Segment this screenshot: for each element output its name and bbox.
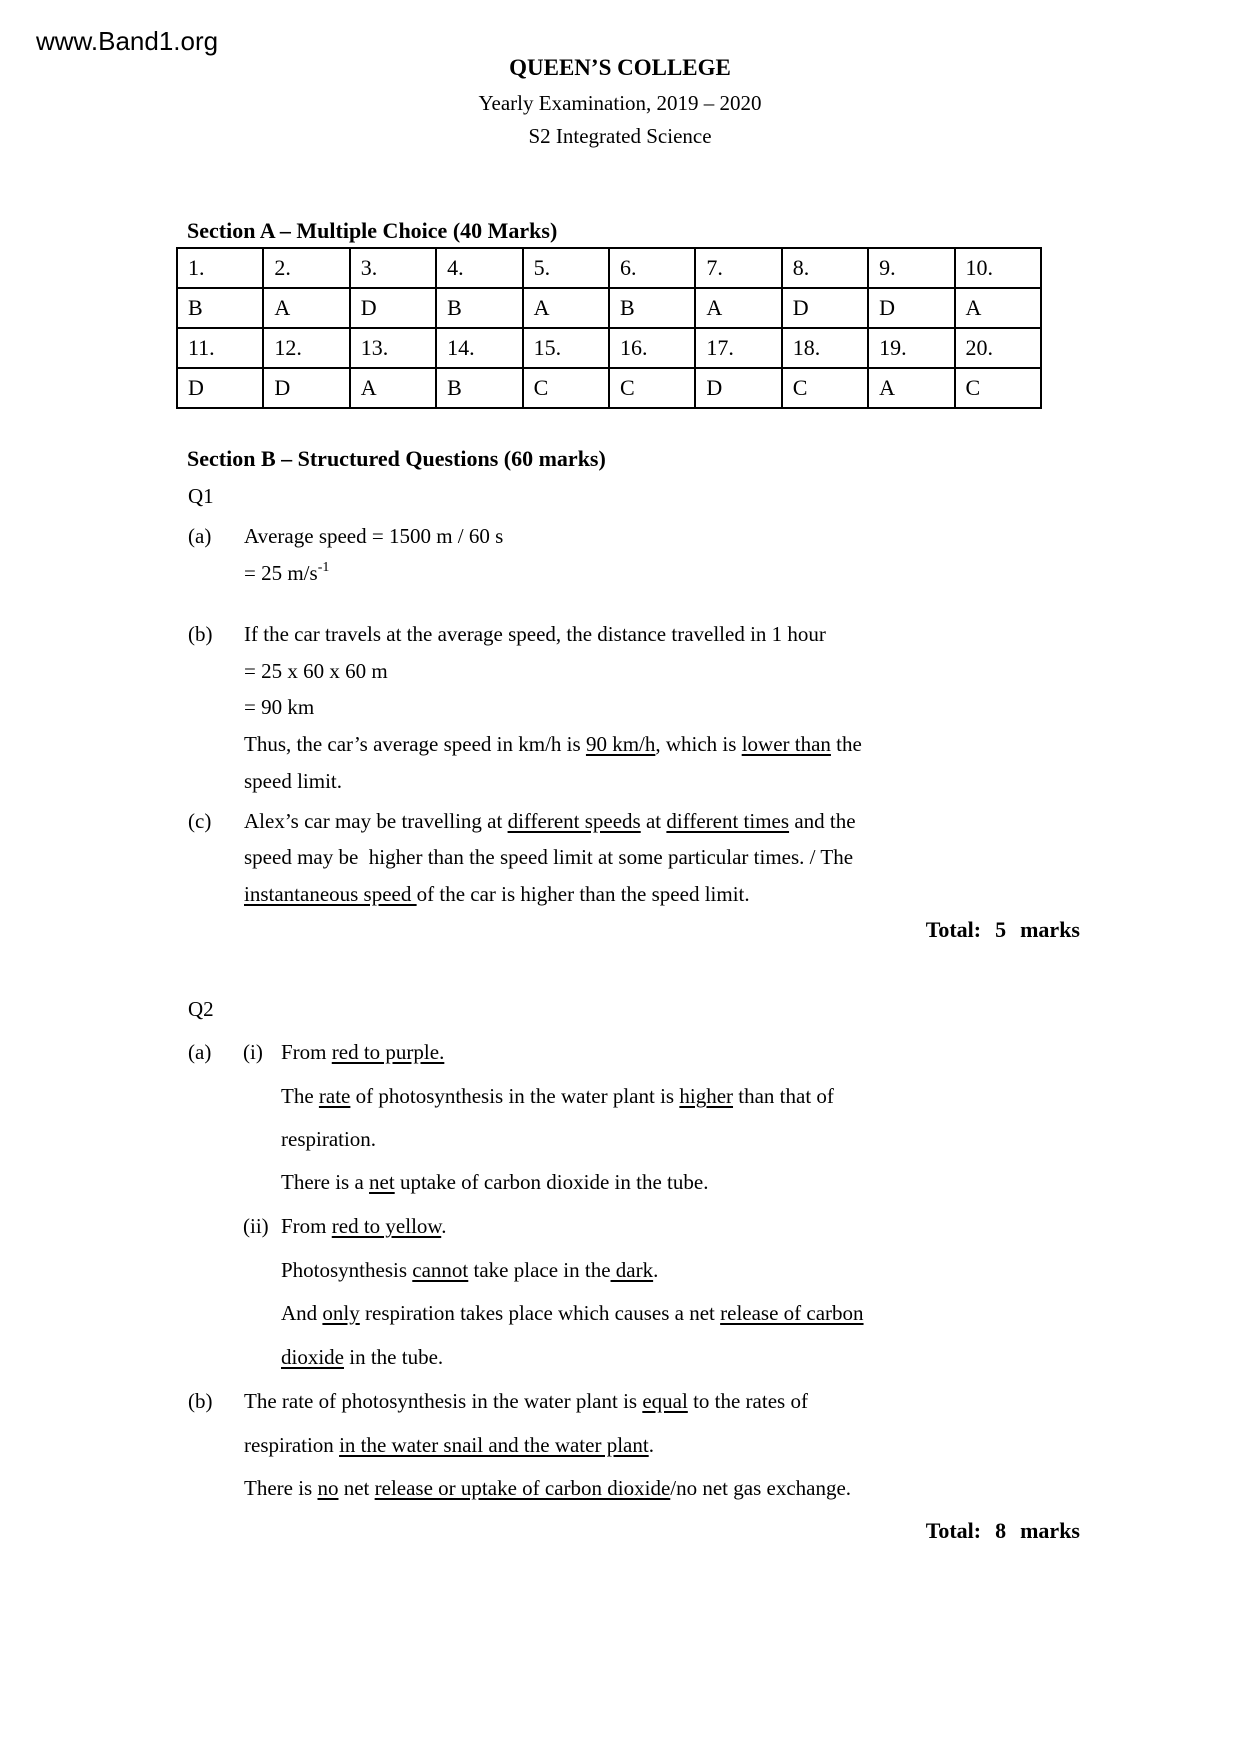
mc-cell: A	[523, 288, 609, 328]
text-segment: Thus, the car’s average speed in km/h is	[244, 732, 586, 756]
q1a-line1: Average speed = 1500 m / 60 s	[244, 524, 504, 548]
mc-cell: 6.	[609, 248, 695, 288]
text-segment: to the rates of	[687, 1389, 808, 1413]
q1b-line3: = 90 km	[244, 695, 315, 719]
mc-cell: 13.	[350, 328, 436, 368]
table-row	[177, 248, 1041, 288]
text-segment: respiration	[244, 1433, 340, 1457]
q1b-label: (b)	[188, 622, 213, 646]
total-value: 5	[995, 917, 1007, 942]
q2aii-line3	[281, 1299, 864, 1327]
q1c-line1	[244, 807, 856, 835]
mc-cell: 17.	[695, 328, 781, 368]
text-segment: higher	[679, 1084, 734, 1108]
q2-total	[926, 1518, 1080, 1544]
text-segment: and the	[789, 809, 856, 833]
mc-cell: A	[955, 288, 1041, 328]
q2ai-label: (i)	[243, 1040, 263, 1064]
q1a-label: (a)	[188, 524, 212, 548]
text-segment: release or uptake of carbon dioxide	[374, 1476, 671, 1500]
text-segment: take place in the	[468, 1258, 611, 1282]
q1b-line4	[244, 730, 862, 758]
text-segment: Photosynthesis	[281, 1258, 413, 1282]
mc-cell: D	[263, 368, 349, 408]
mc-cell: 9.	[868, 248, 954, 288]
mc-cell: A	[695, 288, 781, 328]
mc-cell: B	[436, 288, 522, 328]
text-segment: only	[322, 1301, 360, 1325]
text-segment: cannot	[412, 1258, 469, 1282]
text-segment: 90 km/h	[585, 732, 656, 756]
q1a-line2	[244, 559, 329, 591]
mc-cell: 19.	[868, 328, 954, 368]
text-segment: From	[281, 1040, 332, 1064]
mc-cell: C	[782, 368, 868, 408]
watermark: www.Band1.org	[36, 26, 219, 56]
doc-subtitle-exam: Yearly Examination, 2019 – 2020	[478, 91, 762, 115]
mc-cell: A	[350, 368, 436, 408]
text-segment: dark	[610, 1258, 654, 1282]
q2ai-line1	[281, 1038, 444, 1066]
mc-cell: 18.	[782, 328, 868, 368]
q2ai-line2	[281, 1082, 834, 1110]
q1b-line1: If the car travels at the average speed, the distance travelled in 1 hour	[244, 622, 826, 646]
mc-cell: D	[782, 288, 868, 328]
table-row	[177, 328, 1041, 368]
text-segment: .	[441, 1214, 447, 1238]
text-segment: .	[648, 1433, 654, 1457]
q2aii-line2	[281, 1256, 658, 1284]
mc-answer-table	[176, 247, 1042, 409]
mc-cell: 8.	[782, 248, 868, 288]
mc-cell: D	[177, 368, 263, 408]
q2aii-label: (ii)	[243, 1214, 269, 1238]
mc-cell: 4.	[436, 248, 522, 288]
q1b-line5: speed limit.	[244, 769, 342, 793]
text-segment: net	[369, 1170, 395, 1194]
text-segment: red to purple.	[331, 1040, 445, 1064]
mc-cell: 12.	[263, 328, 349, 368]
mc-cell: 10.	[955, 248, 1041, 288]
mc-cell: 2.	[263, 248, 349, 288]
text-segment: in the tube.	[344, 1345, 444, 1369]
mc-cell: B	[436, 368, 522, 408]
mc-cell: 16.	[609, 328, 695, 368]
mc-cell: 20.	[955, 328, 1041, 368]
text-segment: the	[830, 732, 862, 756]
text-segment: of the car is higher than the speed limit.	[416, 882, 750, 906]
q2a-label: (a)	[188, 1040, 212, 1064]
total-label: Total:	[925, 917, 982, 942]
text-segment: , which is	[655, 732, 742, 756]
table-row	[177, 368, 1041, 408]
q2ai-line3: respiration.	[281, 1127, 377, 1151]
text-segment: uptake of carbon dioxide in the tube.	[394, 1170, 709, 1194]
text-segment: lower than	[741, 732, 831, 756]
text-segment: of photosynthesis in the water plant is	[350, 1084, 680, 1108]
q2b-line3	[244, 1474, 851, 1502]
text-segment: instantaneous speed	[244, 882, 417, 906]
mc-cell: D	[868, 288, 954, 328]
mc-cell: A	[263, 288, 349, 328]
text-segment: The	[281, 1084, 319, 1108]
text-segment: in the water snail and the water plant	[339, 1433, 649, 1457]
mc-cell: 11.	[177, 328, 263, 368]
mc-cell: A	[868, 368, 954, 408]
q2-label: Q2	[188, 997, 214, 1021]
q1c-label: (c)	[188, 809, 212, 833]
text-segment: different speeds	[507, 809, 641, 833]
q2ai-line4	[281, 1168, 708, 1196]
mc-cell: 14.	[436, 328, 522, 368]
mc-cell: D	[350, 288, 436, 328]
text-segment: respiration takes place which causes a net	[359, 1301, 721, 1325]
total-unit: marks	[1020, 1518, 1080, 1543]
total-unit: marks	[1020, 917, 1080, 942]
text-segment: net	[338, 1476, 375, 1500]
mc-cell: B	[609, 288, 695, 328]
q1-label: Q1	[188, 484, 214, 508]
mc-cell: 3.	[350, 248, 436, 288]
superscript: -1	[317, 560, 330, 575]
q2b-line1	[244, 1387, 808, 1415]
text-segment: And	[281, 1301, 323, 1325]
text-segment: equal	[642, 1389, 688, 1413]
text-segment: = 25 m/s	[244, 561, 318, 585]
q1b-line2: = 25 x 60 x 60 m	[244, 659, 388, 683]
text-segment: From	[281, 1214, 332, 1238]
text-segment: no	[317, 1476, 339, 1500]
section-a-heading: Section A – Multiple Choice (40 Marks)	[187, 218, 558, 243]
q2aii-line4	[281, 1343, 443, 1371]
text-segment: red to yellow	[331, 1214, 442, 1238]
mc-cell: 7.	[695, 248, 781, 288]
mc-cell: C	[523, 368, 609, 408]
mc-cell: C	[609, 368, 695, 408]
mc-cell: 1.	[177, 248, 263, 288]
text-segment: than that of	[733, 1084, 834, 1108]
mc-cell: 5.	[523, 248, 609, 288]
text-segment: different times	[666, 809, 790, 833]
text-segment: The rate of photosynthesis in the water plant is	[244, 1389, 643, 1413]
total-label: Total:	[925, 1518, 982, 1543]
q1c-line3	[244, 880, 750, 908]
doc-title: QUEEN’S COLLEGE	[509, 55, 731, 80]
q2b-line2	[244, 1431, 654, 1459]
mc-cell: 15.	[523, 328, 609, 368]
text-segment: /no net gas exchange.	[670, 1476, 852, 1500]
table-row	[177, 288, 1041, 328]
q1-total	[926, 917, 1080, 943]
q1c-line2: speed may be higher than the speed limit at some particular times. / The	[244, 845, 854, 869]
q2aii-line1	[281, 1212, 446, 1240]
text-segment: There is	[244, 1476, 318, 1500]
mc-cell: C	[955, 368, 1041, 408]
mc-cell: D	[695, 368, 781, 408]
text-segment: .	[653, 1258, 659, 1282]
total-value: 8	[995, 1518, 1007, 1543]
q2b-label: (b)	[188, 1389, 213, 1413]
text-segment: dioxide	[281, 1345, 344, 1369]
text-segment: at	[640, 809, 667, 833]
text-segment: release of carbon	[720, 1301, 864, 1325]
mc-cell: B	[177, 288, 263, 328]
text-segment: Alex’s car may be travelling at	[244, 809, 508, 833]
section-b-heading: Section B – Structured Questions (60 marks)	[187, 446, 606, 471]
doc-subtitle-subject: S2 Integrated Science	[528, 124, 712, 148]
text-segment: rate	[318, 1084, 351, 1108]
text-segment: There is a	[281, 1170, 370, 1194]
